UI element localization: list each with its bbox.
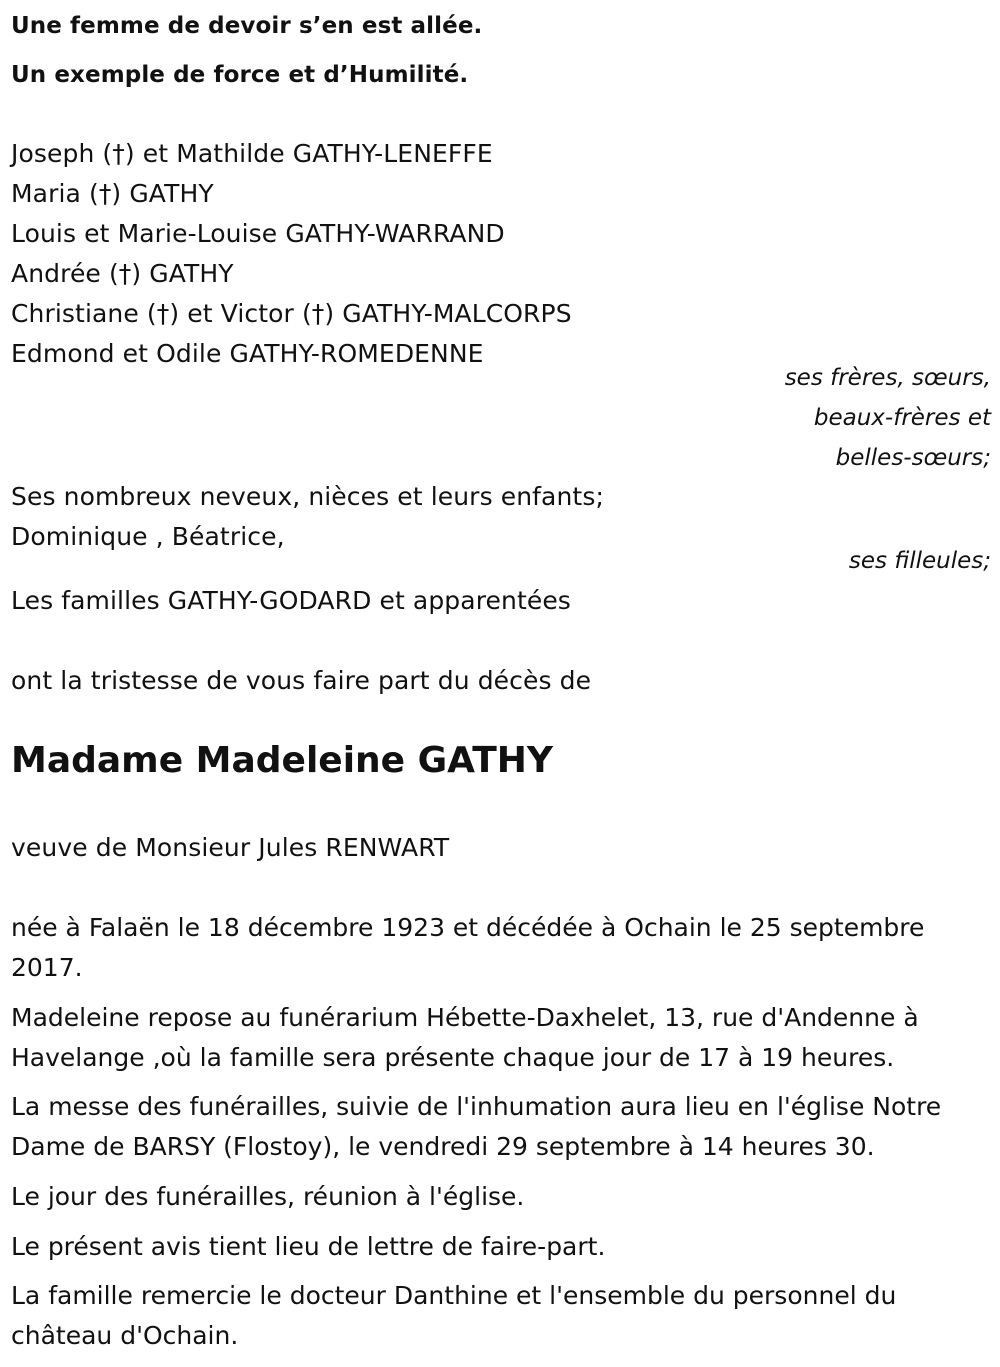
family-line: Edmond et Odile GATHY-ROMEDENNE: [11, 339, 484, 368]
thanks-paragraph: La famille remercie le docteur Danthine et l'ensemble du personnel du château d'Ochain.: [11, 1281, 897, 1350]
birth-death-paragraph: née à Falaën le 18 décembre 1923 et décédée à Ochain le 25 septembre 2017.: [11, 913, 925, 982]
gathering-paragraph: Le jour des funérailles, réunion à l'église.: [11, 1182, 525, 1211]
goddaughters-line: Dominique , Béatrice,: [11, 522, 285, 551]
siblings-caption-line: ses frères, sœurs,: [784, 365, 991, 391]
siblings-caption-line: belles-sœurs;: [835, 445, 991, 471]
family-line: Joseph (†) et Mathilde GATHY-LENEFFE: [11, 139, 493, 168]
family-line: Christiane (†) et Victor (†) GATHY-MALCORPS: [11, 299, 572, 328]
families-line: Les familles GATHY-GODARD et apparentées: [11, 586, 571, 615]
family-line: Andrée (†) GATHY: [11, 259, 234, 288]
family-line: Louis et Marie-Louise GATHY-WARRAND: [11, 219, 505, 248]
goddaughters-caption: ses filleules;: [848, 548, 991, 574]
funeral-mass-paragraph: La messe des funérailles, suivie de l'inhumation aura lieu en l'église Notre Dame de BARSY (Flostoy), le vendredi 29 septembre à 14 heures 30.: [11, 1092, 942, 1161]
notice-paragraph: Le présent avis tient lieu de lettre de faire-part.: [11, 1232, 606, 1261]
deceased-name: Madame Madeleine GATHY: [11, 740, 553, 781]
nephews-line: Ses nombreux neveux, nièces et leurs enfants;: [11, 482, 604, 511]
announcement-line: ont la tristesse de vous faire part du décès de: [11, 666, 592, 695]
header-line-1: Une femme de devoir s’en est allée.: [11, 13, 483, 39]
funeral-home-paragraph: Madeleine repose au funérarium Hébette-Daxhelet, 13, rue d'Andenne à Havelange ,où la famille sera présente chaque jour de 17 à 19 heures.: [11, 1003, 919, 1072]
header-line-2: Un exemple de force et d’Humilité.: [11, 62, 469, 88]
siblings-caption-line: beaux-frères et: [813, 405, 991, 431]
widow-of-line: veuve de Monsieur Jules RENWART: [11, 833, 450, 862]
family-line: Maria (†) GATHY: [11, 179, 214, 208]
